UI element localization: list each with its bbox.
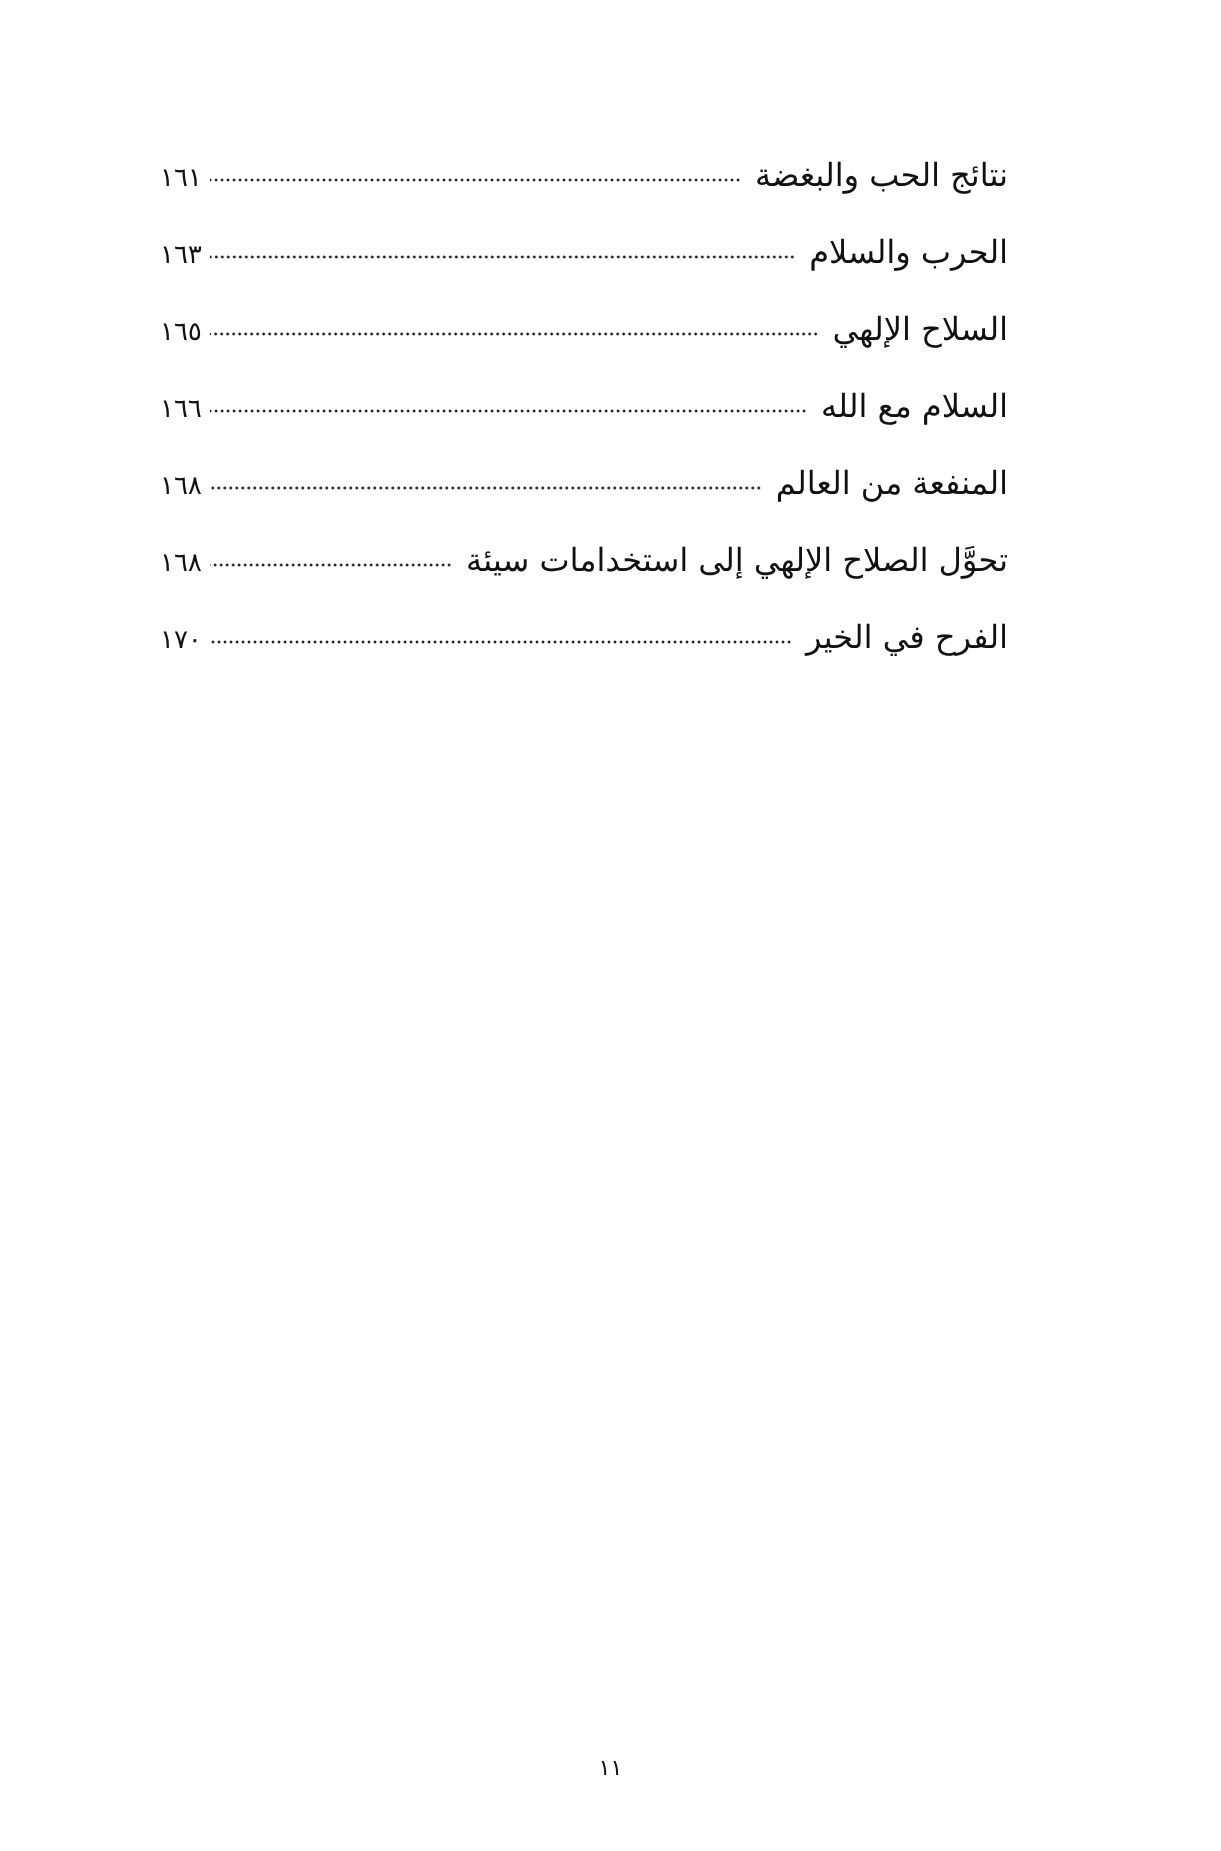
toc-entry-page: ١٧٠: [160, 625, 202, 655]
toc-entry: [160, 541, 1008, 618]
dot-leader: [210, 255, 795, 259]
toc-entry: [160, 310, 1008, 387]
dot-leader: [210, 332, 819, 336]
toc-entry-page: ١٦٥: [160, 317, 202, 347]
dot-leader: [210, 409, 807, 413]
toc-entry-title: الحرب والسلام: [809, 233, 1008, 271]
toc-entry-title: نتائج الحب والبغضة: [754, 156, 1008, 194]
toc-entry-title: السلاح الإلهي: [832, 310, 1008, 348]
dot-leader: [210, 563, 452, 567]
toc-entry: [160, 387, 1008, 464]
toc-entry-title: تحوَّل الصلاح الإلهي إلى استخدامات سيئة: [466, 541, 1008, 579]
toc-entry: [160, 618, 1008, 695]
toc-entry-title: الفرح في الخير: [805, 618, 1008, 656]
dot-leader: [210, 178, 741, 182]
dot-leader: [210, 640, 792, 644]
toc-entry-title: السلام مع الله: [821, 387, 1008, 425]
toc-entry-page: ١٦٦: [160, 394, 202, 424]
toc-entry-page: ١٦١: [160, 163, 202, 193]
table-of-contents: [160, 156, 1008, 695]
toc-entry-page: ١٦٣: [160, 240, 202, 270]
toc-entry: [160, 233, 1008, 310]
toc-entry-title: المنفعة من العالم: [775, 464, 1008, 502]
dot-leader: [210, 486, 762, 490]
toc-entry: [160, 156, 1008, 233]
toc-entry-page: ١٦٨: [160, 471, 202, 501]
toc-entry-page: ١٦٨: [160, 548, 202, 578]
page-number: ١١: [598, 1756, 623, 1781]
toc-entry: [160, 464, 1008, 541]
